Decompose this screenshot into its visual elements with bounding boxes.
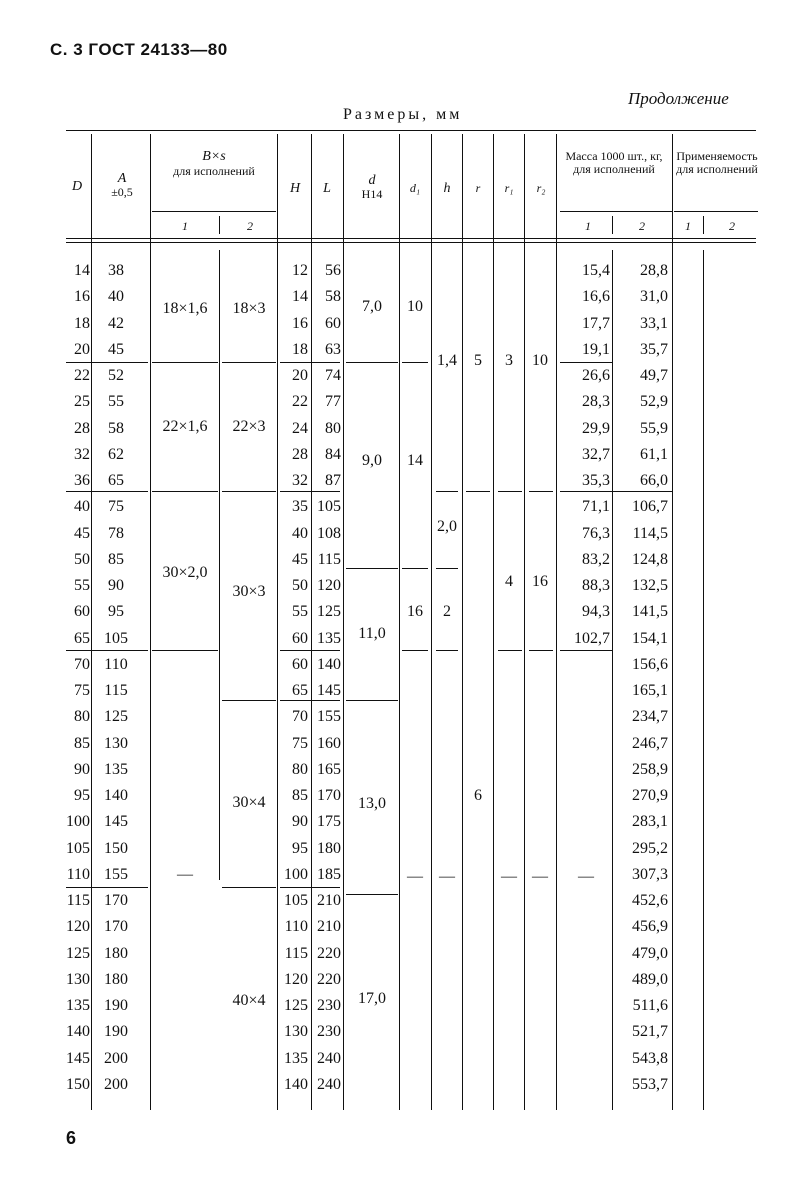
r1-g2: 4	[505, 573, 513, 590]
cell-H: 115	[284, 944, 308, 962]
cell-A: 170	[104, 892, 128, 909]
cell-m1: 71,1	[582, 498, 610, 516]
col-L: L	[323, 181, 331, 196]
cell-H: 20	[292, 367, 308, 384]
cell-m2: 307,3	[632, 865, 668, 883]
cell-D: 105	[66, 839, 90, 857]
bxs2-g3: 30×3	[232, 583, 266, 600]
bxs1-dash: —	[177, 866, 193, 883]
sep-HL-4	[280, 650, 340, 651]
cell-L: 220	[317, 970, 341, 988]
sep-D-A-2	[66, 491, 148, 492]
cell-D: 18	[74, 314, 90, 332]
cell-A: 85	[108, 550, 124, 568]
vline-D	[91, 134, 92, 1110]
cell-H: 140	[284, 1075, 308, 1093]
col-A: A	[117, 171, 127, 186]
col-r1: r₁	[504, 181, 514, 195]
cell-D: 25	[74, 393, 90, 411]
cell-m2: 258,9	[632, 760, 668, 778]
cell-L: 230	[317, 1023, 341, 1041]
cell-H: 135	[284, 1049, 308, 1067]
cell-m2: 270,9	[632, 787, 668, 804]
cell-H: 110	[284, 918, 308, 936]
cell-A: 170	[104, 918, 128, 936]
cell-A: 78	[108, 524, 124, 542]
continuation-label: Продолжение	[628, 89, 729, 108]
col-D: D	[71, 179, 83, 194]
cell-D: 70	[74, 655, 90, 673]
sep-HL-5	[280, 700, 340, 701]
cell-H: 50	[292, 577, 308, 594]
cell-A: 140	[104, 787, 128, 804]
cell-L: 60	[325, 314, 341, 332]
cell-A: 115	[104, 682, 128, 699]
cell-L: 87	[325, 472, 341, 489]
cell-m2: 234,7	[632, 708, 668, 726]
cell-m2: 124,8	[632, 550, 668, 568]
cell-m1: 28,3	[582, 393, 610, 411]
cell-D: 20	[74, 340, 90, 358]
cell-L: 84	[325, 445, 341, 463]
cell-m2: 33,1	[640, 314, 668, 332]
sep-h-4	[436, 650, 458, 651]
cell-H: 12	[292, 262, 308, 279]
r2-g2: 16	[532, 573, 548, 590]
cell-L: 108	[317, 524, 341, 542]
cell-m2: 28,8	[640, 262, 668, 279]
cell-L: 56	[325, 262, 341, 279]
cell-L: 120	[317, 577, 341, 594]
cell-A: 55	[108, 393, 124, 411]
cell-m2: 49,7	[640, 367, 668, 384]
cell-m2: 61,1	[640, 445, 668, 463]
cell-m1: 83,2	[582, 550, 610, 568]
table-top-rule	[66, 130, 756, 131]
page-number: 6	[66, 1128, 77, 1148]
vline-bxs-split	[219, 250, 220, 880]
hdr-sub-vline-3	[703, 216, 704, 234]
cell-m2: 246,7	[632, 734, 668, 752]
cell-D: 90	[74, 760, 90, 778]
sep-b1-1	[152, 362, 218, 363]
cell-A: 105	[104, 629, 128, 647]
cell-D: 120	[66, 918, 90, 936]
sep-r1-4	[498, 650, 522, 651]
cell-A: 190	[104, 1023, 128, 1041]
cell-H: 100	[284, 865, 308, 883]
cell-H: 16	[292, 314, 308, 332]
cell-D: 80	[74, 708, 90, 726]
cell-m2: 66,0	[640, 472, 668, 489]
cell-H: 90	[292, 813, 308, 831]
cell-D: 22	[74, 367, 90, 384]
hdr-sub-line-applic	[674, 211, 758, 212]
cell-D: 100	[66, 813, 90, 831]
cell-L: 240	[317, 1075, 341, 1093]
cell-m1: 88,3	[582, 577, 610, 594]
bxs1-g3: 30×2,0	[162, 564, 208, 581]
cell-L: 155	[317, 708, 341, 726]
cell-A: 45	[108, 340, 124, 358]
d1-dash: —	[407, 868, 423, 885]
vline-mass-split	[612, 250, 613, 1110]
cell-m1: 35,3	[582, 472, 610, 489]
cell-L: 210	[317, 918, 341, 936]
vline-r2	[556, 134, 557, 1110]
cell-A: 110	[104, 655, 128, 673]
col-Bxs-v1: 1	[182, 219, 188, 233]
cell-m1: 102,7	[574, 629, 610, 647]
cell-m1: 29,9	[582, 419, 610, 437]
cell-A: 180	[104, 944, 128, 962]
cell-m2: 456,9	[632, 918, 668, 936]
cell-H: 28	[292, 445, 308, 463]
sep-r2-4	[529, 650, 553, 651]
cell-D: 75	[74, 682, 90, 699]
cell-m1: 94,3	[582, 603, 610, 621]
cell-H: 95	[292, 839, 308, 857]
cell-L: 180	[317, 839, 341, 857]
cell-D: 95	[74, 787, 90, 804]
header-rule	[66, 238, 756, 239]
cell-D: 130	[66, 970, 90, 988]
col-d-tol: H14	[361, 187, 383, 201]
cell-H: 40	[292, 524, 308, 542]
cell-A: 75	[108, 498, 124, 516]
cell-D: 50	[74, 550, 90, 568]
m1-dash: —	[578, 868, 594, 885]
sep-h-2	[436, 491, 458, 492]
sep-d-1	[346, 362, 398, 363]
r2-g1: 10	[532, 352, 548, 369]
cell-L: 230	[317, 997, 341, 1014]
cell-D: 28	[74, 419, 90, 437]
cell-m2: 106,7	[632, 498, 668, 516]
cell-H: 24	[292, 419, 308, 437]
cell-D: 85	[74, 734, 90, 752]
cell-m1: 16,6	[582, 288, 610, 306]
vline-d1	[431, 134, 432, 1110]
bxs2-g5: 40×4	[232, 992, 266, 1009]
cell-A: 40	[108, 288, 124, 306]
cell-L: 115	[317, 550, 341, 568]
cell-H: 14	[292, 288, 308, 306]
cell-L: 80	[325, 419, 341, 437]
d1-g2: 14	[407, 452, 423, 469]
cell-L: 210	[317, 892, 341, 909]
cell-H: 18	[292, 340, 308, 358]
vline-A	[150, 134, 151, 1110]
sep-m1-1	[560, 362, 612, 363]
cell-m2: 283,1	[632, 813, 668, 831]
cell-D: 110	[66, 865, 90, 883]
cell-L: 220	[317, 944, 341, 962]
cell-L: 135	[317, 629, 341, 647]
cell-A: 145	[104, 813, 128, 831]
cell-L: 74	[325, 367, 341, 384]
sep-d1-4	[402, 650, 428, 651]
r1-g1: 3	[505, 352, 513, 369]
sep-r2-2	[529, 491, 553, 492]
cell-A: 135	[104, 760, 128, 778]
cell-A: 200	[104, 1075, 128, 1093]
cell-D: 145	[66, 1049, 90, 1067]
cell-m2: 452,6	[632, 892, 668, 909]
cell-H: 22	[292, 393, 308, 411]
cell-D: 135	[66, 997, 90, 1014]
cell-L: 125	[317, 603, 341, 621]
h-dash: —	[439, 868, 455, 885]
sep-D-A-4	[66, 650, 148, 651]
sep-D-A-6	[66, 887, 148, 888]
h-g1: 1,4	[437, 352, 457, 369]
cell-m2: 521,7	[632, 1023, 668, 1041]
cell-D: 65	[74, 629, 90, 647]
col-applic-v1: 1	[685, 219, 691, 233]
cell-A: 130	[104, 734, 128, 752]
d-g3: 11,0	[358, 625, 386, 642]
cell-A: 155	[104, 865, 128, 883]
sep-b2-6	[222, 887, 276, 888]
hdr-sub-line-bxs	[152, 211, 276, 212]
cell-H: 105	[284, 892, 308, 909]
cell-H: 35	[292, 498, 308, 516]
cell-D: 16	[74, 288, 90, 306]
sep-b2-1	[222, 362, 276, 363]
sep-r-2	[466, 491, 490, 492]
cell-D: 40	[74, 498, 90, 516]
vline-r	[493, 134, 494, 1110]
cell-D: 45	[74, 524, 90, 542]
col-applicability: Применяемость для исполнений	[676, 149, 758, 176]
bxs1-g1: 18×1,6	[162, 300, 208, 317]
cell-L: 77	[325, 393, 341, 411]
col-Bxs: B×s	[202, 149, 226, 164]
r-g1: 5	[474, 352, 482, 369]
col-H: H	[289, 181, 301, 196]
cell-H: 65	[292, 682, 308, 699]
cell-m2: 52,9	[640, 393, 668, 411]
bxs2-g2: 22×3	[232, 418, 266, 435]
sep-d-5	[346, 700, 398, 701]
cell-L: 63	[325, 340, 341, 358]
cell-m2: 489,0	[632, 970, 668, 988]
cell-m1: 19,1	[582, 340, 610, 358]
cell-A: 150	[104, 839, 128, 857]
cell-m1: 32,7	[582, 445, 610, 463]
col-Bxs-v2: 2	[247, 219, 253, 233]
sep-D-A-1	[66, 362, 148, 363]
hdr-sub-line-mass	[560, 211, 672, 212]
col-r: r	[475, 181, 481, 195]
cell-m2: 114,5	[632, 524, 668, 542]
d1-g3: 16	[407, 603, 423, 620]
d1-g1: 10	[407, 298, 423, 315]
cell-D: 150	[66, 1075, 90, 1093]
cell-D: 115	[66, 892, 90, 909]
sep-d1-3	[402, 568, 428, 569]
sep-b1-4	[152, 650, 218, 651]
cell-A: 200	[104, 1049, 128, 1067]
cell-A: 52	[108, 367, 124, 384]
sep-r1-2	[498, 491, 522, 492]
cell-m2: 553,7	[632, 1075, 668, 1093]
cell-A: 95	[108, 603, 124, 621]
sep-d-3	[346, 568, 398, 569]
sep-b2-5	[222, 700, 276, 701]
d-g5: 17,0	[358, 990, 386, 1007]
cell-m1: 76,3	[582, 524, 610, 542]
cell-D: 14	[74, 262, 90, 279]
bxs2-g1: 18×3	[232, 300, 266, 317]
cell-D: 140	[66, 1023, 90, 1041]
cell-H: 120	[284, 970, 308, 988]
cell-m2: 141,5	[632, 603, 668, 621]
vline-H	[311, 134, 312, 1110]
col-mass-v2: 2	[639, 219, 645, 233]
cell-D: 125	[66, 944, 90, 962]
cell-L: 185	[317, 865, 341, 883]
cell-m2: 156,6	[632, 655, 668, 673]
r1-dash: —	[501, 868, 517, 885]
cell-m2: 35,7	[640, 340, 668, 358]
d-g2: 9,0	[362, 452, 382, 469]
cell-L: 175	[317, 813, 341, 831]
r-g2: 6	[474, 787, 482, 804]
cell-m2: 154,1	[632, 629, 668, 647]
col-Bxs-sub: для исполнений	[173, 164, 255, 178]
cell-L: 165	[317, 760, 341, 778]
document-header: С. 3 ГОСТ 24133—80	[50, 40, 228, 59]
cell-A: 180	[104, 970, 128, 988]
sep-m1-4	[560, 650, 612, 651]
sep-b2-2	[222, 491, 276, 492]
bxs1-g2: 22×1,6	[162, 418, 208, 435]
col-A-tol: ±0,5	[111, 185, 133, 199]
cell-H: 125	[284, 997, 308, 1014]
cell-L: 170	[317, 787, 341, 804]
cell-H: 32	[292, 472, 308, 489]
vline-Bxs	[277, 134, 278, 1110]
sizes-caption: Размеры, мм	[343, 106, 463, 123]
vline-d	[399, 134, 400, 1110]
cell-m2: 295,2	[632, 839, 668, 857]
cell-H: 85	[292, 787, 308, 804]
hdr-sub-vline-2	[612, 216, 613, 234]
cell-A: 42	[108, 314, 124, 332]
d-g4: 13,0	[358, 795, 386, 812]
cell-A: 38	[108, 262, 124, 279]
d-g1: 7,0	[362, 298, 382, 315]
cell-L: 58	[325, 288, 341, 306]
cell-H: 55	[292, 603, 308, 621]
r2-dash: —	[532, 868, 548, 885]
sep-h-3	[436, 568, 458, 569]
vline-applic-split	[703, 250, 704, 1110]
vline-h	[462, 134, 463, 1110]
col-d: d	[368, 173, 376, 188]
h-g3: 2	[443, 603, 451, 620]
cell-A: 190	[104, 997, 128, 1014]
cell-A: 62	[108, 445, 124, 463]
vline-mass	[672, 134, 673, 1110]
bxs2-g4: 30×4	[232, 794, 266, 811]
col-r2: r₂	[536, 181, 546, 195]
cell-L: 105	[317, 498, 341, 516]
cell-D: 60	[74, 603, 90, 621]
cell-m2: 165,1	[632, 682, 668, 699]
col-applic-v2: 2	[729, 219, 735, 233]
cell-H: 80	[292, 760, 308, 778]
cell-A: 58	[108, 419, 124, 437]
col-d1: d₁	[409, 181, 421, 195]
cell-m1: 26,6	[582, 367, 610, 384]
cell-L: 160	[317, 734, 341, 752]
sep-m-2	[560, 491, 672, 492]
cell-m2: 511,6	[632, 997, 668, 1014]
cell-L: 140	[317, 655, 341, 673]
vline-r1	[524, 134, 525, 1110]
col-mass-v1: 1	[585, 219, 591, 233]
cell-H: 60	[292, 629, 308, 647]
cell-A: 65	[108, 472, 124, 489]
h-g2: 2,0	[437, 518, 457, 535]
cell-m2: 479,0	[632, 944, 668, 962]
cell-m1: 15,4	[582, 262, 610, 279]
sep-b1-2	[152, 491, 218, 492]
col-h: h	[443, 181, 451, 196]
cell-D: 32	[74, 445, 90, 463]
sep-d1-1	[402, 362, 428, 363]
cell-H: 70	[292, 708, 308, 726]
sep-HL-6	[280, 887, 340, 888]
sep-HL-1	[280, 362, 340, 363]
cell-A: 125	[104, 708, 128, 726]
vline-L	[343, 134, 344, 1110]
cell-m1: 17,7	[582, 314, 610, 332]
cell-m2: 55,9	[640, 419, 668, 437]
cell-D: 55	[74, 577, 90, 594]
sep-HL-2	[280, 491, 340, 492]
cell-H: 130	[284, 1023, 308, 1041]
col-mass: Масса 1000 шт., кг, для исполнений	[565, 149, 663, 176]
hdr-sub-vline-1	[219, 216, 220, 234]
cell-L: 240	[317, 1049, 341, 1067]
cell-H: 45	[292, 550, 308, 568]
cell-H: 60	[292, 655, 308, 673]
cell-A: 90	[108, 577, 124, 594]
cell-L: 145	[317, 682, 341, 699]
cell-m2: 543,8	[632, 1049, 668, 1067]
sep-d-6	[346, 894, 398, 895]
cell-D: 36	[74, 472, 90, 489]
cell-H: 75	[292, 734, 308, 752]
cell-m2: 31,0	[640, 288, 668, 306]
cell-m2: 132,5	[632, 577, 668, 594]
header-rule-2	[66, 242, 756, 243]
